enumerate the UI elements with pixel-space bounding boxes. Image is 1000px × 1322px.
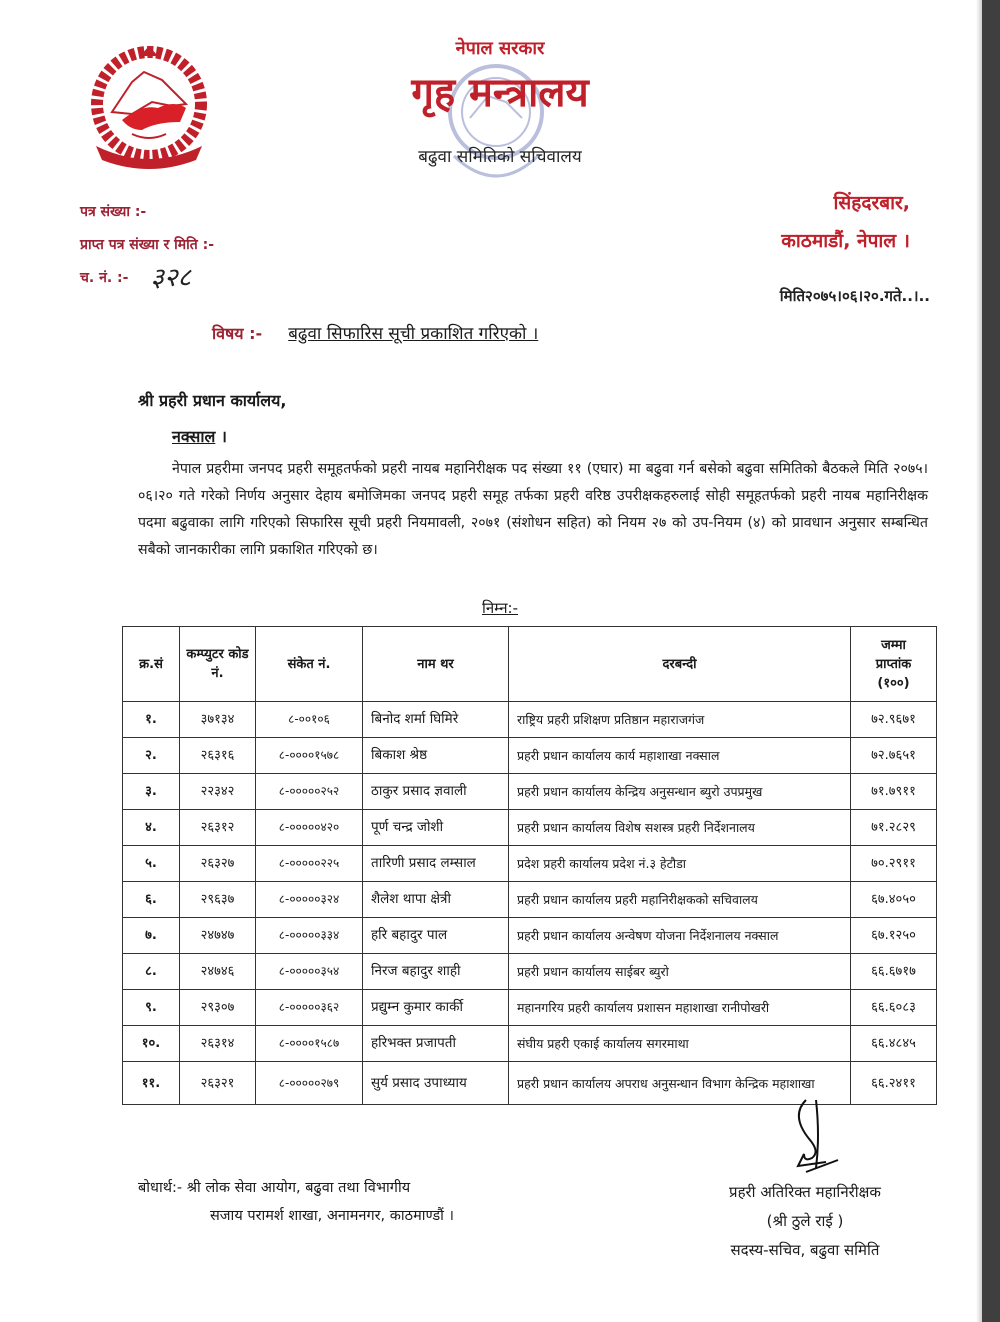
row-symbol-no: ८-०००००२२५ [256,846,363,882]
recommendation-table [122,626,937,1105]
table-row [123,1026,937,1062]
row-score: ६६.६०८३ [851,990,937,1026]
row-computer-code: २४७४६ [180,954,256,990]
ministry-title: गृह मन्त्रालय [411,70,589,116]
table-row [123,882,937,918]
row-sn: ११. [123,1062,180,1105]
subject-row [212,320,538,348]
table-row [123,846,937,882]
row-symbol-no: ८-००००१५७८ [256,738,363,774]
list-title-wrap [0,596,1000,620]
header-computer-code: कम्प्युटर कोड नं. [180,627,256,702]
row-computer-code: २६३१४ [180,1026,256,1062]
table-row [123,738,937,774]
row-symbol-no: ८-००१०६ [256,702,363,738]
signatory-role: सदस्य-सचिव, बढुवा समिति [730,1241,880,1259]
row-posting: प्रहरी प्रधान कार्यालय साईबर ब्युरो [509,954,851,990]
table-row [123,702,937,738]
cc-line-2: सजाय परामर्श शाखा, अनामनगर, काठमाण्डौं । [210,1208,455,1224]
signatory-title: प्रहरी अतिरिक्त महानिरीक्षक [729,1183,881,1201]
row-score: ७१.२८२९ [851,810,937,846]
row-score: ६६.६७१७ [851,954,937,990]
row-sn: ६. [123,882,180,918]
row-sn: ७. [123,918,180,954]
location-danda: । [215,427,227,446]
secretariat-title: बढुवा समितिको सचिवालय [418,147,582,167]
row-symbol-no: ८-०००००३२४ [256,882,363,918]
row-posting: प्रहरी प्रधान कार्यालय विशेष सशस्त्र प्रहरी निर्देशनालय [509,810,851,846]
row-name: निरज बहादुर शाही [363,954,509,990]
row-sn: १०. [123,1026,180,1062]
row-score: ७२.९६७१ [851,702,937,738]
row-symbol-no: ८-००००१५८७ [256,1026,363,1062]
scan-border [982,0,1000,1322]
row-score: ७२.७६५१ [851,738,937,774]
signature-icon [786,1096,850,1176]
row-posting: प्रहरी प्रधान कार्यालय प्रहरी महानिरीक्षकको सचिवालय [509,882,851,918]
row-symbol-no: ८-०००००२७९ [256,1062,363,1105]
table-row [123,990,937,1026]
header-posting: दरबन्दी [509,627,851,702]
row-sn: ४. [123,810,180,846]
row-symbol-no: ८-०००००३३४ [256,918,363,954]
row-posting: प्रहरी प्रधान कार्यालय केन्द्रिय अनुसन्धान ब्युरो उपप्रमुख [509,774,851,810]
row-computer-code: २६३२७ [180,846,256,882]
header-sn: क्र.सं [123,627,180,702]
header-total-line1: जम्मा [881,637,906,653]
header-symbol-no: संकेत नं. [256,627,363,702]
subject-text: बढुवा सिफारिस सूची प्रकाशित गरिएको । [288,324,539,344]
location-name: नक्साल [172,427,216,446]
row-computer-code: २९३०७ [180,990,256,1026]
row-posting: महानगरिय प्रहरी कार्यालय प्रशासन महाशाखा रानीपोखरी [509,990,851,1026]
row-name: सुर्य प्रसाद उपाध्याय [363,1062,509,1105]
subject-label: विषय :- [212,324,263,343]
row-computer-code: २२३४२ [180,774,256,810]
government-title: नेपाल सरकार [455,38,545,59]
row-sn: ३. [123,774,180,810]
row-name: ठाकुर प्रसाद ज्ञवाली [363,774,509,810]
row-score: ७१.७९११ [851,774,937,810]
row-computer-code: २९६३७ [180,882,256,918]
letter-date: मिति२०७५।०६।२०.गते..।.. [779,287,930,305]
row-name: बिकाश श्रेष्ठ [363,738,509,774]
address-block [670,184,910,260]
row-name: पूर्ण चन्द्र जोशी [363,810,509,846]
table-row [123,774,937,810]
reference-block [80,196,410,295]
row-posting: प्रहरी प्रधान कार्यालय अन्वेषण योजना निर्देशनालय नक्साल [509,918,851,954]
header-total-line2: प्राप्तांक [875,656,912,672]
addressee-name: श्री प्रहरी प्रधान कार्यालय, [138,391,287,410]
row-score: ६६.४८४५ [851,1026,937,1062]
signatory-name: (श्री ठुले राई ) [766,1212,844,1230]
row-score: ६६.२४११ [851,1062,937,1105]
address-line-2: काठमाडौं, नेपाल । [781,230,910,252]
row-computer-code: २४७४७ [180,918,256,954]
cc-block [138,1174,578,1230]
table-header-row [123,627,937,702]
header-total [851,627,937,702]
addressee-location [172,424,227,450]
row-posting: प्रदेश प्रहरी कार्यालय प्रदेश नं.३ हेटौडा [509,846,851,882]
row-name: हरि बहादुर पाल [363,918,509,954]
address-line-1: सिंहदरबार, [833,192,910,214]
row-name: प्रद्युम्न कुमार कार्की [363,990,509,1026]
row-sn: ८. [123,954,180,990]
row-posting: प्रहरी प्रधान कार्यालय कार्य महाशाखा नक्साल [509,738,851,774]
body-paragraph: नेपाल प्रहरीमा जनपद प्रहरी समूहतर्फको प्रहरी नायब महानिरीक्षक पद संख्या ११ (एघार) मा बढुवा गर्न बसेको बढुवा समितिको बैठकले मिति २०७५।०६।२० गते गरेको निर्णय अनुसार देहाय बमोजिमका जनपद प्रहरी समूह तर्फका प्रहरी वरिष्ठ उपरीक्षकहरुलाई सोही समूहतर्फको प्रहरी नायब महानिरीक्षक पदमा बढुवाका लागि गरिएको सिफारिस सूची प्रहरी नियमावली, २०७१ (संशोधन सहित) को नियम २७ को उप-नियम (४) को प्रावधान अनुसार सम्बन्धित सबैको जानकारीका लागि प्रकाशित गरिएको छ। [138,461,928,558]
dispatch-number-label: च. नं. :- [80,270,129,286]
row-computer-code: २६३१६ [180,738,256,774]
list-title: निम्न:- [481,599,519,617]
letterhead [300,36,700,172]
received-letter-label: प्राप्त पत्र संख्या र मिति :- [80,237,215,253]
row-computer-code: २६३२१ [180,1062,256,1105]
row-name: तारिणी प्रसाद लम्साल [363,846,509,882]
row-sn: ९. [123,990,180,1026]
row-score: ६७.४०५० [851,882,937,918]
row-sn: १. [123,702,180,738]
row-name: हरिभक्त प्रजापती [363,1026,509,1062]
row-name: शैलेश थापा क्षेत्री [363,882,509,918]
header-total-line3: (१००) [877,675,910,691]
row-sn: ५. [123,846,180,882]
signatory-block [690,1178,920,1265]
row-posting: प्रहरी प्रधान कार्यालय अपराध अनुसन्धान विभाग केन्द्रिक महाशाखा [509,1062,851,1105]
row-symbol-no: ८-०००००३५४ [256,954,363,990]
dispatch-number-row [80,262,410,295]
row-sn: २. [123,738,180,774]
row-symbol-no: ८-०००००२५२ [256,774,363,810]
row-score: ७०.२९११ [851,846,937,882]
table-row [123,810,937,846]
letter-number-label: पत्र संख्या :- [80,204,147,220]
header-name: नाम थर [363,627,509,702]
row-score: ६७.१२५० [851,918,937,954]
nepal-emblem-icon [82,42,216,176]
row-symbol-no: ८-०००००४२० [256,810,363,846]
row-symbol-no: ८-०००००३६२ [256,990,363,1026]
row-posting: संघीय प्रहरी एकाई कार्यालय सगरमाथा [509,1026,851,1062]
row-name: बिनोद शर्मा घिमिरे [363,702,509,738]
row-posting: राष्ट्रिय प्रहरी प्रशिक्षण प्रतिष्ठान महाराजगंज [509,702,851,738]
row-computer-code: ३७१३४ [180,702,256,738]
table-row [123,918,937,954]
cc-line-1: बोधार्थ:- श्री लोक सेवा आयोग, बढुवा तथा विभागीय [138,1180,411,1196]
table-row [123,954,937,990]
dispatch-number-value: ३२८ [150,263,192,293]
row-computer-code: २६३१२ [180,810,256,846]
